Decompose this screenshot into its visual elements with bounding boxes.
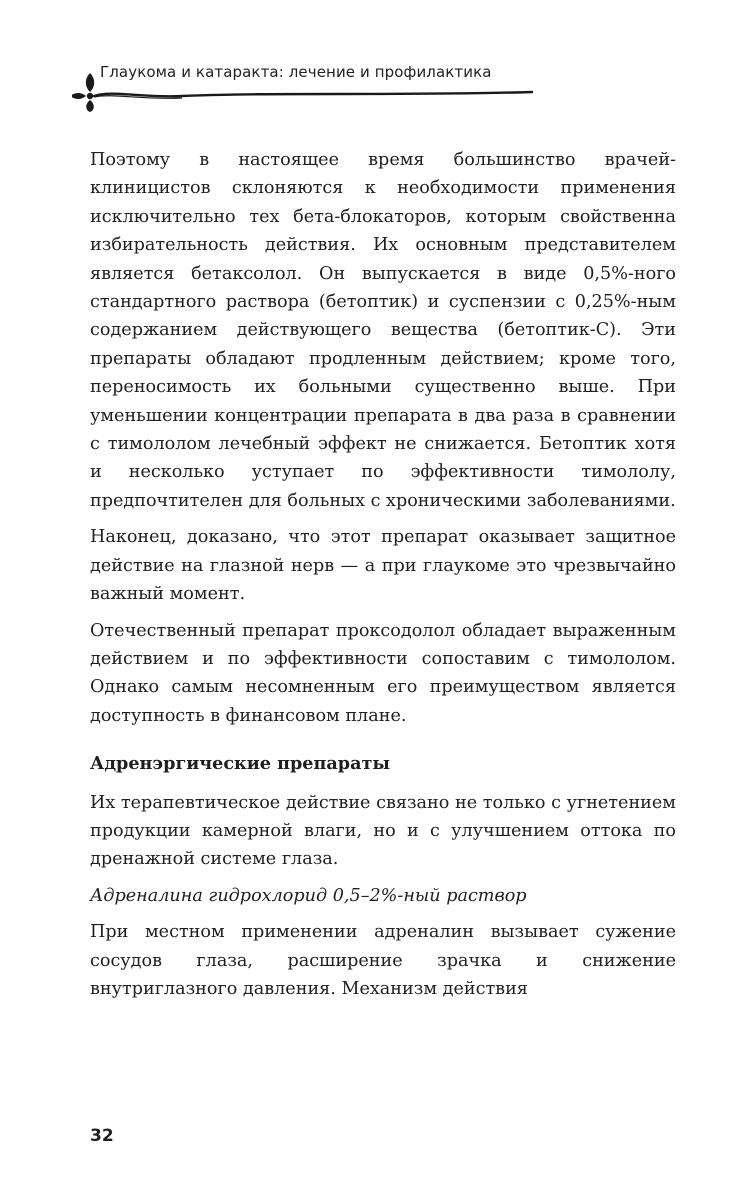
paragraph-betaxolol: Поэтому в настоящее время большинство врачей-клиницистов склоняются к необходимости применения исключительно тех бета-блокаторов, которым свойственна избирательность действия. Их основным представителем является бетаксолол. Он выпускается в виде 0,5%-ного стандартного раствора (бетоптик) и суспензии с 0,25%-ным содержанием действующего вещества (бетоптик-С). Эти препараты обладают продленным действием; кроме того, переносимость их больными существенно выше. При уменьшении концентрации препарата в два раза в сравнении с тимололом лечебный эффект не снижается. Бетоптик хотя и несколько уступает по эффективности тимололу, предпочтителен для больных с хроническими заболеваниями. — [90, 150, 676, 511]
running-head — [72, 56, 542, 112]
paragraph-adrenaline: При местном применении адреналин вызывает сужение сосудов глаза, расширение зрачка и снижение внутриглазного давления. Механизм действия — [90, 922, 676, 999]
page-body — [90, 146, 676, 1003]
drug-subheading: Адреналина гидрохлорид 0,5–2%-ный раствор — [90, 885, 527, 906]
section-heading: Адренэргические препараты — [90, 753, 391, 775]
running-title: Глаукома и катаракта: лечение и профилактика — [100, 63, 492, 81]
paragraph-proxodolol: Отечественный препарат проксодолол обладает выраженным действием и по эффективности сопоставим с тимололом. Однако самым несомненным его преимуществом является доступность в финансовом плане. — [90, 620, 676, 726]
page-number: 32 — [90, 1126, 114, 1146]
paragraph-adrenergic: Их терапевтическое действие связано не только с угнетением продукции камерной влаги, но и с улучшением оттока по дренажной системе глаза. — [90, 792, 676, 870]
paragraph-optic-nerve: Наконец, доказано, что этот препарат оказывает защитное действие на глазной нерв — а при глаукоме это чрезвычайно важный момент. — [90, 527, 676, 605]
